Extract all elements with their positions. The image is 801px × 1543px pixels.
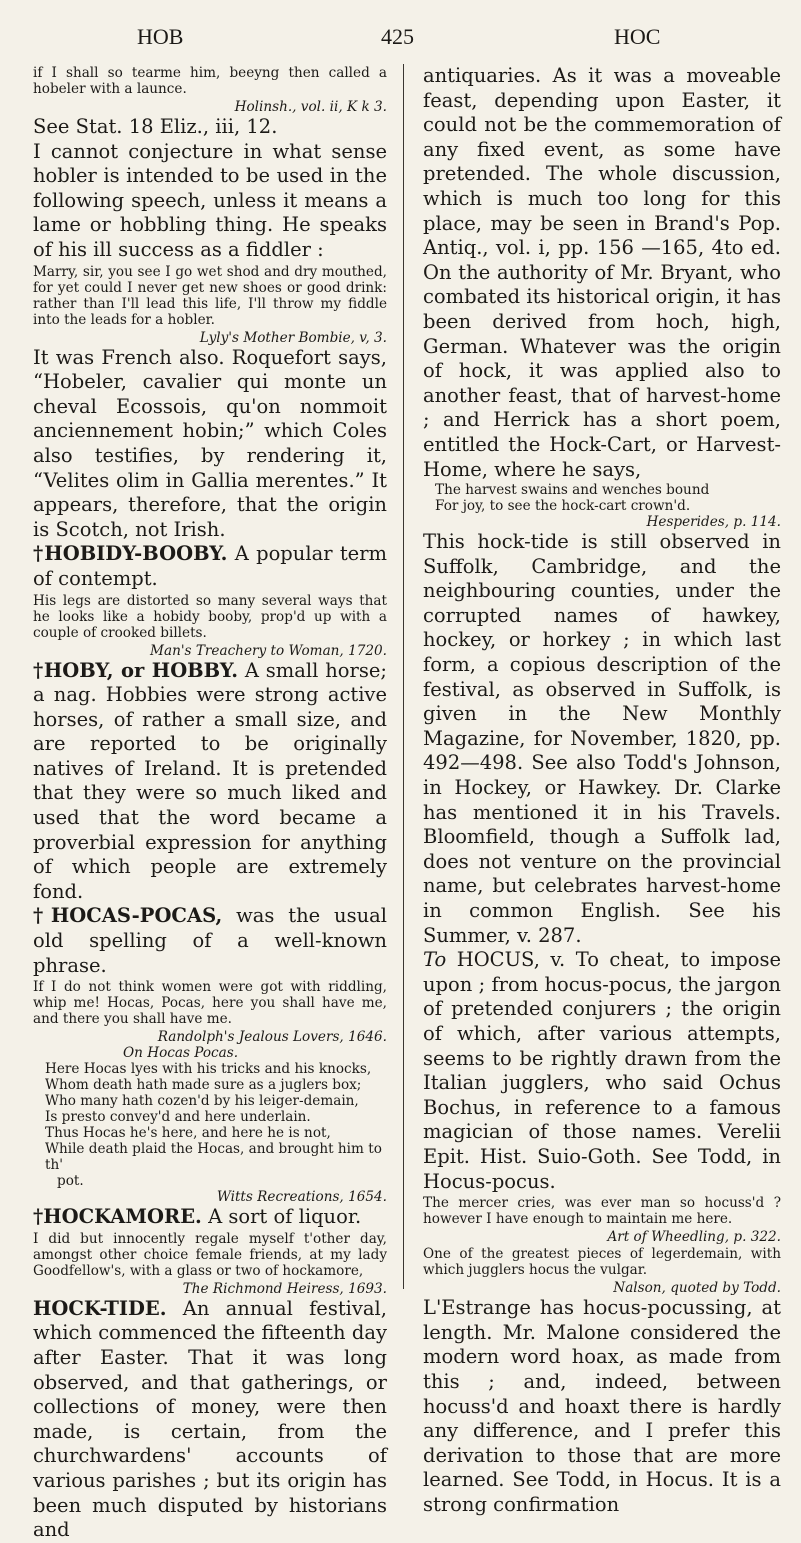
entry-hoby	[33, 659, 387, 905]
quote: if I shall so tearme him, beeyng then called a hobeler with a launce.	[33, 65, 387, 97]
definition: was the usual old spelling of a well-known phrase.	[33, 904, 387, 977]
entry-hockamore	[33, 1205, 387, 1230]
verse-title: On Hocas Pocas.	[123, 1045, 239, 1062]
entry-hocus	[423, 948, 781, 1194]
quote-citation: Art of Wheedling, p. 322.	[607, 1229, 781, 1246]
quote: One of the greatest pieces of legerdemain, with which jugglers hocus the vulgar.	[423, 1246, 781, 1279]
definition: An annual festival, which commenced the fifteenth day after Easter. That it was long observed, and that gatherings, or collections of money, were then made, is certain, from the churchwardens' accounts of various parishes ; but its origin has been much disputed by historians and	[33, 1296, 387, 1542]
quote: The mercer cries, was ever man so hocuss'd ? however I have enough to maintain me here.	[423, 1195, 781, 1228]
quote: If I do not think women were got with riddling, whip me! Hocas, Pocas, here you shall have me, and there you shall have me.	[33, 979, 387, 1028]
running-header	[0, 24, 801, 54]
quote-citation: Nalson, quoted by Todd.	[613, 1280, 781, 1297]
verse-line: Who many hath cozen'd by his leiger-demain,	[45, 1093, 359, 1110]
page-number: 425	[381, 24, 414, 49]
paragraph: antiquaries. As it was a moveable feast, depending upon Easter, it could not be the commemoration of any fixed event, as some have pretended. The whole discussion, which is much too long for this place, may be seen in Brand's Pop. Antiq., vol. i, pp. 156 —165, 4to ed. On the authority of Mr. Bryant, who combated its historical origin, it has been derived from hoch, high, German. Whatever was the origin of hock, it was applied also to another feast, that of harvest-home ; and Herrick has a short poem, entitled the Hock-Cart, or Harvest-Home, where he says,	[423, 64, 781, 481]
quote-citation: The Richmond Heiress, 1693.	[182, 1280, 387, 1297]
column-divider	[403, 64, 404, 1289]
header-right: HOC	[614, 24, 661, 49]
definition: A sort of liquor.	[208, 1205, 362, 1229]
entry-prefix: To	[423, 948, 447, 972]
quote: I did but innocently regale myself t'other day, amongst other choice female friends, at my lady Goodfellow's, with a glass or two of hockamore,	[33, 1230, 387, 1279]
verse-line: pot.	[57, 1173, 84, 1190]
paragraph: It was French also. Roquefort says, “Hobeler, cavalier qui monte un cheval Ecossois, qu'on nommoit anciennement hobin;” which Coles also testifies, by rendering it, “Velites olim in Gallia merentes.” It appears, therefore, that the origin is Scotch, not Irish.	[33, 345, 387, 541]
headword: HOCUS,	[456, 948, 540, 972]
headword: †HOCKAMORE.	[33, 1205, 202, 1229]
headword: HOCK-TIDE.	[33, 1296, 167, 1320]
verse-line: Here Hocas lyes with his tricks and his knocks,	[45, 1061, 372, 1078]
quote: Marry, sir, you see I go wet shod and dry mouthed, for yet could I never get new shoes or good drink: rather than I'll lead this life, I'll throw my fiddle into the leads for a hobler.	[33, 263, 387, 328]
entry-hobidy-booby	[33, 542, 387, 591]
verse-line: Thus Hocas he's here, and here he is not,	[45, 1125, 331, 1142]
quote-citation: Lyly's Mother Bombie, v, 3.	[199, 329, 387, 346]
quote-citation: Man's Treachery to Woman, 1720.	[150, 642, 387, 659]
quote-citation: Randolph's Jealous Lovers, 1646.	[157, 1029, 387, 1046]
entry-hock-tide	[33, 1297, 387, 1543]
header-left: HOB	[137, 24, 184, 49]
headword: †HOBY, or HOBBY.	[33, 658, 238, 682]
headword: †HOCAS-POCAS,	[33, 904, 223, 928]
paragraph: L'Estrange has hocus-pocussing, at length. Mr. Malone considered the modern word hoax, as made from this ; and, indeed, between hocuss'd and hoaxt there is hardly any difference, and I prefer this derivation to those that are more learned. See Todd, in Hocus. It is a strong confirmation	[423, 1296, 781, 1516]
paragraph: I cannot conjecture in what sense hobler is intended to be used in the following speech, unless it means a lame or hobbling thing. He speaks of his ill success as a fiddler :	[33, 139, 387, 261]
paragraph: See Stat. 18 Eliz., iii, 12.	[33, 115, 278, 138]
quote-citation: Holinsh., vol. ii, K k 3.	[234, 99, 387, 115]
verse-line: Is presto convey'd and here underlain.	[45, 1109, 311, 1126]
right-column	[423, 64, 782, 1516]
definition: A popular term of contempt.	[33, 542, 388, 590]
quote-citation: Witts Recreations, 1654.	[216, 1189, 387, 1206]
entry-hocas-pocas	[33, 904, 387, 978]
headword: †HOBIDY-BOOBY.	[33, 542, 228, 566]
definition: v. To cheat, to impose upon ; from hocus-pocus, the jargon of pretended conjurers ; the origin of which, after various attempts, seems to be rightly drawn from the Italian jugglers, who said Ochus Bochus, in reference to a famous magician of those names. Verelii Epit. Hist. Suio-Goth. See Todd, in Hocus-pocus.	[423, 948, 782, 1193]
verse-line: Whom death hath made sure as a juglers box;	[45, 1077, 362, 1094]
paragraph: This hock-tide is still observed in Suffolk, Cambridge, and the neighbouring counties, under the corrupted names of hawkey, hockey, or horkey ; in which last form, a copious description of the festival, as observed in Suffolk, is given in the New Monthly Magazine, for November, 1820, pp. 492—498. See also Todd's Johnson, in Hockey, or Hawkey. Dr. Clarke has mentioned it in his Travels. Bloomfield, though a Suffolk lad, does not venture on the provincial name, but celebrates harvest-home in common English. See his Summer, v. 287.	[423, 530, 781, 947]
definition: A small horse; a nag. Hobbies were strong active horses, of rather a small size, and are reported to be originally natives of Ireland. It is pretended that they were so much liked and used that the word became a proverbial expression for anything of which people are extremely fond.	[33, 658, 387, 903]
verse-line: While death plaid the Hocas, and brought him to th'	[45, 1141, 382, 1174]
verse-line: The harvest swains and wenches bound	[435, 482, 710, 499]
quote: His legs are distorted so many several ways that he looks like a hobidy booby, prop'd up with a couple of crooked billets.	[33, 592, 387, 641]
quote-citation: Hesperides, p. 114.	[646, 514, 781, 531]
left-column	[33, 64, 388, 1542]
verse-line: For joy, to see the hock-cart crown'd.	[435, 498, 691, 515]
